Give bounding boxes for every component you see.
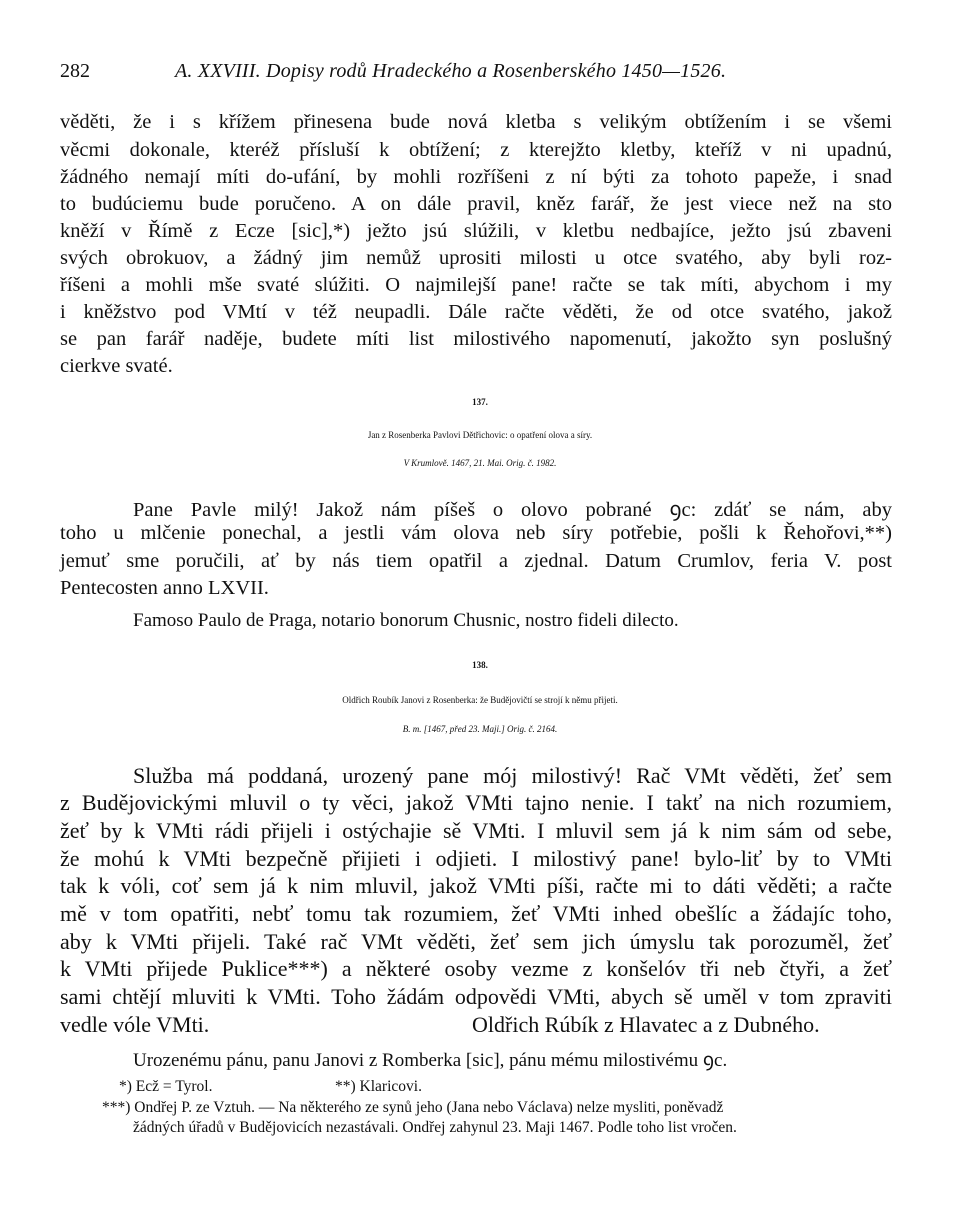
document-number: 138. (472, 660, 488, 670)
text-line: se pan farář naděje, budete míti list milostivého napomenutí, jakožto syn poslušný (60, 328, 892, 350)
letter-signature: Oldřich Rúbík z Hlavatec a z Dubného. (472, 1012, 820, 1037)
text-line: toho u mlčenie ponechal, a jestli vám olova neb síry potřebie, pošli k Řehořovi,**) (60, 522, 892, 544)
text-line: to budúciemu bude poručeno. A on dále pravil, kněz farář, že jest viece než na sto (60, 193, 892, 215)
document-heading: Jan z Rosenberka Pavlovi Dětřichovic: o opatření olova a síry. (367, 430, 593, 440)
footnote-continuation: žádných úřadů v Budějovicích nezastávali. Ondřej zahynul 23. Maji 1467. Podle toho list vročen. (133, 1119, 737, 1136)
text-line: z Budějovickými mluvil o ty věci, jakož VMti tajno nenie. I takť na nich rozumiem, (60, 790, 892, 815)
text-line: kněží v Římě z Ecze [sic],*) ježto jsú slúžili, v kletbu nedbajíce, ježto jsú zbaveni (60, 220, 892, 242)
document-heading: Oldřich Roubík Janovi z Rosenberka: že Budějovičtí se strojí k němu přijeti. (342, 695, 618, 705)
text-line: tak k vóli, coť sem já k nim mluvil, jakož VMti píši, račte mi to dáti věděti; a račte (60, 873, 892, 898)
text-line: svých obrokuov, a žádný jim nemůž uprositi milosti u otce svatého, aby byli roz- (60, 247, 892, 269)
closing-line: vedle vóle VMti. (60, 1012, 210, 1037)
letter-address: Famoso Paulo de Praga, notario bonorum Chusnic, nostro fideli dilecto. (133, 610, 679, 631)
text-line: žádného nemají míti do-ufání, by mohli rozříšeni z ní býti za tohoto papeže, i snad (60, 166, 892, 188)
footnote: ***) Ondřej P. ze Vztuh. — Na některého ze synů jeho (Jana nebo Václava) nelze mysliti, poněvadž (102, 1099, 724, 1116)
text-line: žeť by k VMti rádi přijeli i ostýchajie sě VMti. I mluvil sem já k nim sám od sebe, (60, 818, 892, 843)
text-line: i kněžstvo pod VMtí v též neupadli. Dále račte věděti, že od otce svatého, jakož (60, 301, 892, 323)
footnote: **) Klaricovi. (335, 1078, 422, 1095)
document-source: B. m. [1467, před 23. Maji.] Orig. č. 2164. (402, 724, 558, 734)
letter-address: Urozenému pánu, panu Janovi z Romberka [sic], pánu mému milostivému ꝯc. (133, 1050, 728, 1071)
text-line: cierkve svaté. (60, 355, 173, 377)
text-line: věděti, že i s křížem přinesena bude nová kletba s velikým obtížením i se všemi (60, 111, 892, 133)
text-line: mě v tom opatřiti, nebť tomu tak rozumiem, žeť VMti inhed obešlíc a žádajíc toho, (60, 901, 892, 926)
document-number: 137. (472, 397, 488, 407)
text-line: Pane Pavle milý! Jakož nám píšeš o olovo pobrané ꝯc: zdáť se nám, aby (133, 499, 892, 521)
text-line: Pentecosten anno LXVII. (60, 577, 269, 599)
footnote: *) Ecž = Tyrol. (119, 1078, 213, 1095)
text-line: jemuť sme poručili, ať by nás tiem opatřil a zjednal. Datum Crumlov, feria V. post (60, 550, 892, 572)
running-title: A. XXVIII. Dopisy rodů Hradeckého a Rosenberského 1450—1526. (175, 60, 727, 82)
text-line: k VMti přijede Puklice***) a některé osoby vezme z konšelóv tři neb čtyři, a žeť (60, 956, 892, 981)
page-number: 282 (60, 60, 90, 82)
text-line: sami chtějí mluviti k VMti. Toho žádám odpovědi VMti, abych sě uměl v tom zpraviti (60, 984, 892, 1009)
text-line: říšeni a mohli mše svaté slúžiti. O najmilejší pane! račte se tak míti, abychom i my (60, 274, 892, 296)
text-line: věcmi dokonale, kteréž přísluší k obtížení; z kterejžto kletby, kteříž v ni upadnú, (60, 139, 892, 161)
document-source: V Krumlově. 1467, 21. Mai. Orig. č. 1982. (403, 458, 557, 468)
text-line: Služba má poddaná, urozený pane mój milostivý! Rač VMt věděti, žeť sem (133, 763, 892, 788)
text-line: aby k VMti přijeli. Také rač VMt věděti, žeť sem jich úmyslu tak porozuměl, žeť (60, 929, 892, 954)
text-line: že mohú k VMti bezpečně přijieti i odjieti. I milostivý pane! bylo-liť by to VMti (60, 846, 892, 871)
